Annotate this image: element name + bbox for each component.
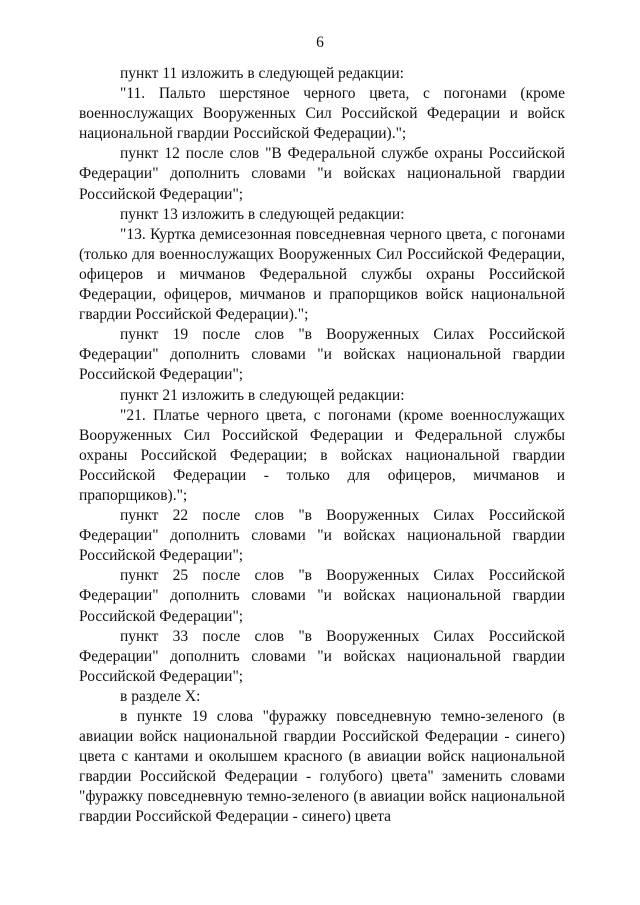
- paragraph-6: пункт 19 после слов "в Вооруженных Силах Российской Федерации" дополнить словами "и войсках национальной гвардии Российской Федерации";: [79, 326, 565, 384]
- paragraph-11: пункт 33 после слов "в Вооруженных Силах Российской Федерации" дополнить словами "и войсках национальной гвардии Российской Федерации";: [79, 627, 565, 685]
- paragraph-5: "13. Куртка демисезонная повседневная черного цвета, с погонами (только для военнослужащих Вооруженных Сил Российской Федерации, офицеров и мичманов Федеральной службы охраны Российской Федерации, офицеров, мичманов и прапорщиков войск национальной гвардии Российской Федерации).";: [79, 225, 565, 324]
- paragraph-8: "21. Платье черного цвета, с погонами (кроме военнослужащих Вооруженных Сил Российской Федерации и Федеральной службы охраны Российской Федерации; в войсках национальной гвардии Российской Федерации - только для офицеров, мичманов и прапорщиков).";: [79, 406, 565, 504]
- paragraph-4: пункт 13 изложить в следующей редакции:: [120, 205, 405, 223]
- paragraph-10: пункт 25 после слов "в Вооруженных Силах Российской Федерации" дополнить словами "и войсках национальной гвардии Российской Федерации";: [79, 567, 565, 625]
- paragraph-9: пункт 22 после слов "в Вооруженных Силах Российской Федерации" дополнить словами "и войсках национальной гвардии Российской Федерации";: [79, 507, 565, 565]
- paragraph-1: пункт 11 изложить в следующей редакции:: [120, 65, 404, 82]
- paragraph-3: пункт 12 после слов "В Федеральной службе охраны Российской Федерации" дополнить словами "и войсках национальной гвардии Российской Федерации";: [79, 145, 565, 203]
- document-body: [79, 64, 565, 828]
- paragraph-7: пункт 21 изложить в следующей редакции:: [120, 386, 405, 404]
- paragraph-13: в пункте 19 слова "фуражку повседневную темно-зеленого (в авиации войск национальной гвардии Российской Федерации - синего) цвета с кантами и околышем красного (в авиации войск национальной гвардии Российской Федерации - голубого) цвета" заменить словами "фуражку повседневную темно-зеленого (в авиации войск национальной гвардии Российской Федерации - синего) цвета: [79, 708, 565, 826]
- paragraph-12: в разделе X:: [120, 687, 201, 705]
- page-number: 6: [316, 34, 324, 51]
- paragraph-2: "11. Пальто шерстяное черного цвета, с погонами (кроме военнослужащих Вооруженных Сил Российской Федерации и войск национальной гвардии Российской Федерации).";: [79, 85, 565, 143]
